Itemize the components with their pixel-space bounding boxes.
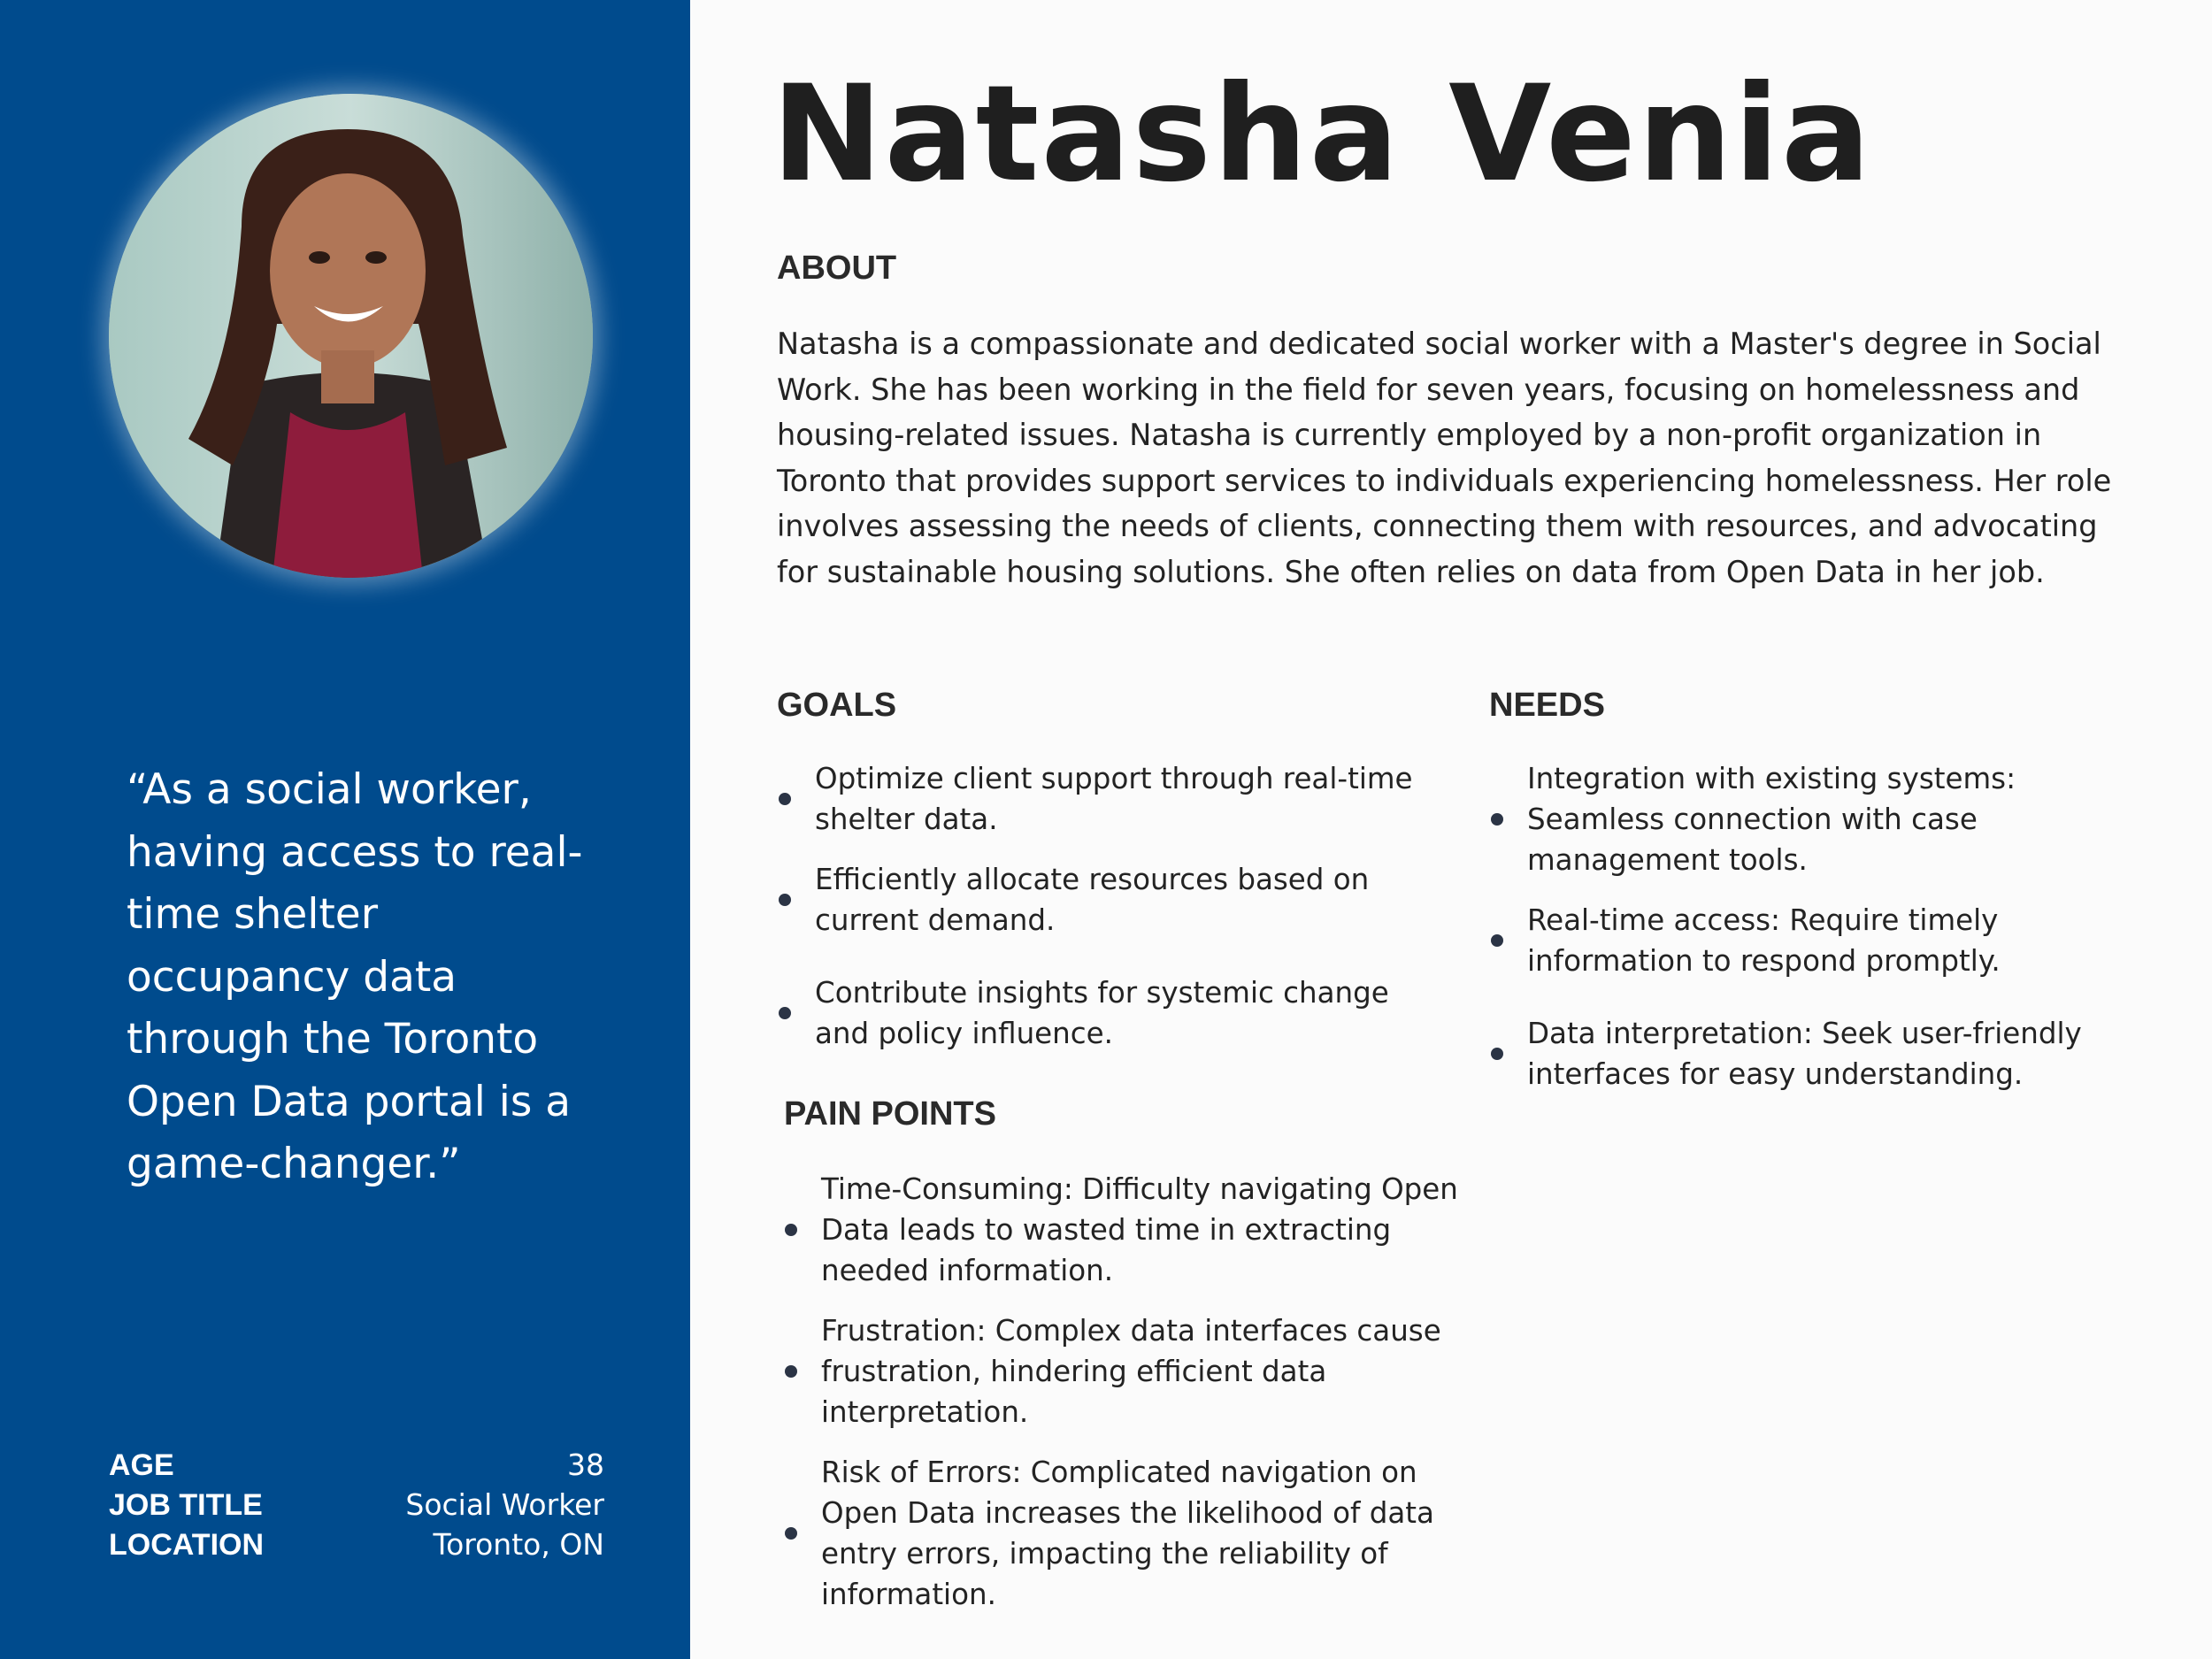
fact-label: AGE — [109, 1448, 174, 1482]
pain-points-title: PAIN POINTS — [784, 1095, 996, 1133]
bullet-dot-icon — [785, 1224, 797, 1236]
bullet-dot-icon — [1491, 934, 1503, 947]
persona-sidebar — [0, 0, 690, 1659]
bullet-dot-icon — [779, 1007, 791, 1019]
bullet-dot-icon — [785, 1527, 797, 1540]
persona-quote: “As a social worker, having access to real-time shelter occupancy data through the Toronto Open Data portal is a game-changer.” — [127, 765, 583, 1188]
list-item — [1491, 758, 2110, 880]
fact-row-job-title — [109, 1487, 604, 1527]
list-item-text: Contribute insights for systemic change and policy influence. — [815, 976, 1389, 1050]
list-item — [785, 1452, 1493, 1615]
about-title: ABOUT — [777, 250, 897, 287]
list-item — [785, 1310, 1493, 1432]
list-item-text: Data interpretation: Seek user-friendly interfaces for easy understanding. — [1527, 1017, 2082, 1091]
list-item — [785, 1169, 1493, 1291]
fact-row-location — [109, 1527, 604, 1567]
needs-list — [1491, 758, 2110, 1094]
fact-row-age — [109, 1448, 604, 1487]
bullet-dot-icon — [1491, 813, 1503, 826]
fact-value: Toronto, ON — [433, 1527, 604, 1562]
list-item-text: Optimize client support through real-time shelter data. — [815, 762, 1413, 836]
persona-facts — [109, 1448, 604, 1567]
persona-name: Natasha Venia — [772, 58, 1873, 211]
list-item-text: Time-Consuming: Difficulty navigating Open Data leads to wasted time in extracting needed information. — [821, 1172, 1458, 1287]
list-item-text: Real-time access: Require timely information to respond promptly. — [1527, 903, 2001, 978]
fact-label: LOCATION — [109, 1528, 265, 1562]
about-text: Natasha is a compassionate and dedicated social worker with a Master's degree in Social Work. She has been working in the field for seven years, focusing on homelessness and housing-related issues. Natasha is currently employed by a non-profit organization in Toronto that provides support services to individuals experiencing homelessness. Her role involves assessing the needs of clients, connecting them with resources, and advocating for sustainable housing solutions. She often relies on data from Open Data in her job. — [777, 326, 2112, 589]
fact-label: JOB TITLE — [109, 1488, 263, 1522]
goals-list — [779, 758, 1416, 1054]
bullet-dot-icon — [779, 793, 791, 805]
list-item-text: Integration with existing systems: Seamless connection with case management tools. — [1527, 762, 2016, 877]
goals-title: GOALS — [777, 687, 897, 724]
bullet-dot-icon — [785, 1365, 797, 1378]
needs-title: NEEDS — [1489, 687, 1605, 724]
avatar — [109, 94, 593, 578]
list-item-text: Efficiently allocate resources based on current demand. — [815, 863, 1370, 937]
bullet-dot-icon — [1491, 1048, 1503, 1060]
fact-value: 38 — [567, 1448, 604, 1482]
list-item — [779, 758, 1416, 840]
list-item — [1491, 1013, 2110, 1094]
list-item-text: Risk of Errors: Complicated navigation on Open Data increases the likelihood of data entry errors, impacting the reliability of information. — [821, 1455, 1434, 1611]
list-item — [779, 859, 1416, 941]
fact-value: Social Worker — [405, 1487, 604, 1522]
list-item — [779, 972, 1416, 1054]
bullet-dot-icon — [779, 894, 791, 906]
avatar-portrait — [109, 94, 593, 578]
list-item-text: Frustration: Complex data interfaces cause frustration, hindering efficient data interpretation. — [821, 1314, 1441, 1429]
pain-points-list — [785, 1169, 1493, 1615]
list-item — [1491, 900, 2110, 981]
